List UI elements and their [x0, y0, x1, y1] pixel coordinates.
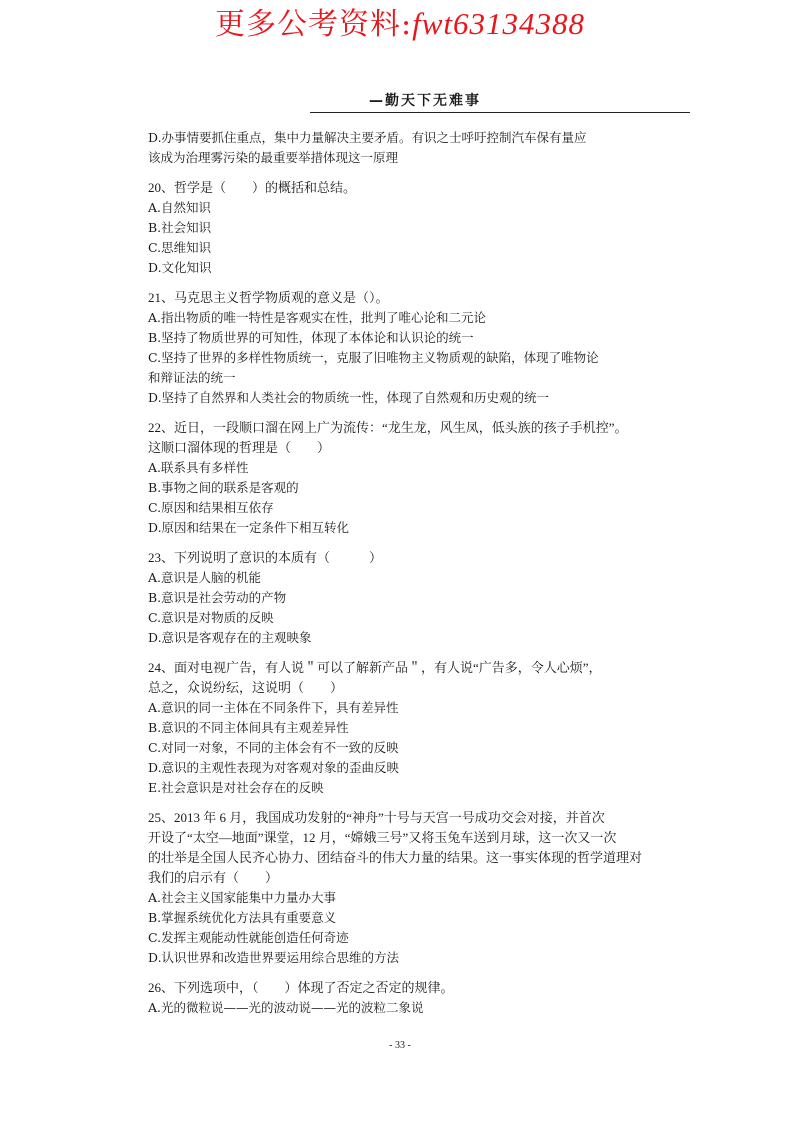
option: C.坚持了世界的多样性物质统一，克服了旧唯物主义物质观的缺陷，体现了唯物论	[148, 350, 599, 365]
question-stem: 这顺口溜体现的哲理是（ ）	[148, 440, 331, 455]
question-stem: 22、近日，一段顺口溜在网上广为流传：“龙生龙，风生凤，低头族的孩子手机控”。	[148, 420, 628, 435]
option: D.坚持了自然界和人类社会的物质统一性，体现了自然观和历史观的统一	[148, 390, 550, 405]
option: A.社会主义国家能集中力量办大事	[148, 890, 337, 905]
option: D.意识的主观性表现为对客观对象的歪曲反映	[148, 760, 400, 775]
option: E.社会意识是对社会存在的反映	[148, 780, 324, 795]
question-stem: 的壮举是全国人民齐心协力、团结奋斗的伟大力量的结果。这一事实体现的哲学道理对	[148, 850, 643, 865]
option: D.认识世界和改造世界要运用综合思维的方法	[148, 950, 400, 965]
option: 和辩证法的统一	[148, 370, 236, 385]
question-stem: 24、面对电视广告，有人说＂可以了解新产品＂，有人说“广告多，令人心烦”，	[148, 660, 602, 675]
option: C.发挥主观能动性就能创造任何奇迹	[148, 930, 349, 945]
option: A.意识是人脑的机能	[148, 570, 262, 585]
question-stem: 20、哲学是（ ）的概括和总结。	[148, 180, 357, 195]
option: D.意识是客观存在的主观映象	[148, 630, 312, 645]
option: C.意识是对物质的反映	[148, 610, 274, 625]
promo-banner	[0, 2, 800, 46]
question-23	[148, 548, 696, 648]
banner-site: fwt63134388	[412, 6, 585, 41]
option: B.意识的不同主体间具有主观差异性	[148, 720, 349, 735]
option: C.对同一对象，不同的主体会有不一致的反映	[148, 740, 399, 755]
question-24	[148, 658, 696, 798]
banner-prefix: 更多公考资料:	[214, 7, 413, 42]
question-stem: 我们的启示有（ ）	[148, 870, 279, 885]
option: B.意识是社会劳动的产物	[148, 590, 287, 605]
option: A.自然知识	[148, 200, 212, 215]
option: D.原因和结果在一定条件下相互转化	[148, 520, 350, 535]
running-head: —勤天下无难事	[369, 93, 481, 109]
question-stem: 26、下列选项中，（ ）体现了否定之否定的规律。	[148, 980, 454, 995]
question-20	[148, 178, 696, 278]
option: B.事物之间的联系是客观的	[148, 480, 299, 495]
question-stem: 23、下列说明了意识的本质有（ ）	[148, 550, 383, 565]
option: A.联系具有多样性	[148, 460, 249, 475]
page-content	[148, 128, 696, 1018]
continuation-line: 该成为治理雾污染的最重要举措体现这一原理	[148, 150, 399, 165]
question-stem: 21、马克思主义哲学物质观的意义是（）。	[148, 290, 389, 305]
question-25	[148, 808, 696, 968]
option: A.指出物质的唯一特性是客观实在性，批判了唯心论和二元论	[148, 310, 487, 325]
option: C.思维知识	[148, 240, 212, 255]
question-stem: 开设了“太空—地面”课堂，12 月，“嫦娥三号”又将玉兔车送到月球，这一次又一次	[148, 830, 617, 845]
continuation-line: D.办事情要抓住重点，集中力量解决主要矛盾。有识之士呼吁控制汽车保有量应	[148, 130, 587, 145]
option: B.社会知识	[148, 220, 212, 235]
page-number: - 33 -	[389, 1040, 411, 1051]
question-26	[148, 978, 696, 1018]
option: A.意识的同一主体在不同条件下，具有差异性	[148, 700, 399, 715]
question-stem: 25、2013 年 6 月，我国成功发射的“神舟”十号与天宫一号成功交会对接，并首次	[148, 810, 605, 825]
header-rule	[310, 112, 690, 113]
question-stem: 总之，众说纷纭，这说明（ ）	[148, 680, 344, 695]
option: B.坚持了物质世界的可知性，体现了本体论和认识论的统一	[148, 330, 474, 345]
question-21	[148, 288, 696, 408]
option: C.原因和结果相互依存	[148, 500, 274, 515]
question-22	[148, 418, 696, 538]
option: A.光的微粒说——光的波动说——光的波粒二象说	[148, 1000, 424, 1015]
option: D.文化知识	[148, 260, 212, 275]
option: B.掌握系统优化方法具有重要意义	[148, 910, 337, 925]
